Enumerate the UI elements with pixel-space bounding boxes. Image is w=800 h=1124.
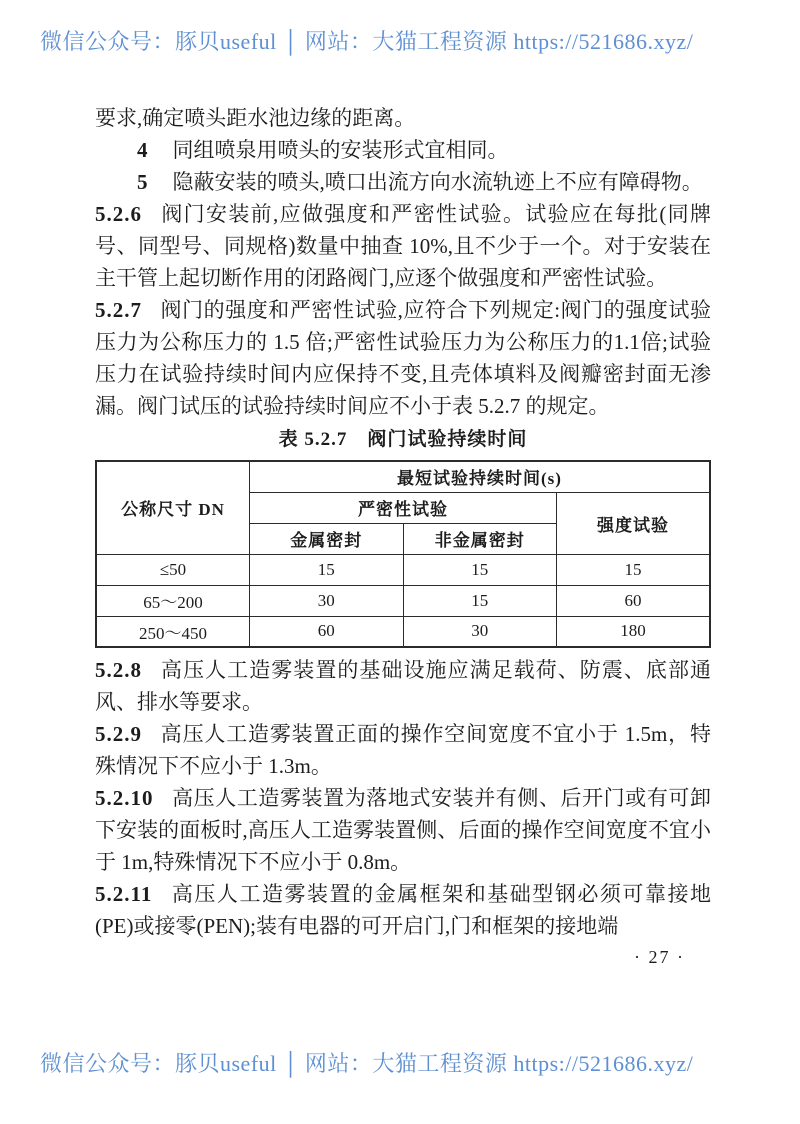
table-caption: 表 5.2.7 阀门试验持续时间 [278,429,528,450]
cell-strength: 15 [557,554,711,585]
clause-number: 5.2.9 [95,722,142,746]
header-cell-duration: 最短试验持续时间(s) [250,461,711,492]
clause-text: 要求,确定喷头距水池边缘的距离。 [95,106,416,130]
cell-strength: 60 [557,585,711,616]
footer-watermark: 微信公众号：豚贝useful │ 网站：大猫工程资源 https://521686.xyz/ [40,1051,694,1076]
item-number: 5 [137,170,149,194]
page-number: · 27 · [634,947,685,967]
list-item-4 [95,134,711,166]
header-cell-dn: 公称尺寸 DN [96,461,250,554]
cell-nonmetal: 15 [403,585,557,616]
cell-strength: 180 [557,616,711,647]
clause-number: 5.2.10 [95,786,154,810]
cell-dn: ≤50 [96,554,250,585]
cell-metal: 60 [250,616,404,647]
header-cell-tightness: 严密性试验 [250,492,557,523]
clause-5-2-6 [95,198,711,294]
table-row [96,554,710,585]
item-number: 4 [137,138,149,162]
table-row [96,616,710,647]
header-cell-nonmetal: 非金属密封 [403,523,557,554]
clause-number: 5.2.7 [95,298,142,322]
cell-dn: 65～200 [96,585,250,616]
header-cell-strength: 强度试验 [557,492,711,554]
clause-number: 5.2.6 [95,202,142,226]
clause-number: 5.2.11 [95,882,153,906]
clause-5-2-11 [95,878,711,942]
clause-number: 5.2.8 [95,658,142,682]
clause-5-2-8 [95,654,711,718]
cell-nonmetal: 30 [403,616,557,647]
table-row [96,585,710,616]
clause-5-2-7 [95,294,711,422]
valve-test-duration-table [95,460,711,648]
header-cell-metal: 金属密封 [250,523,404,554]
clause-text: 阀门的强度和严密性试验,应符合下列规定:阀门的强度试验压力为公称压力的 1.5 倍;严密性试验压力为公称压力的1.1倍;试验压力在试验持续时间内应保持不变,且壳体填料及阀瓣密封面无渗漏。阀门试压的试验持续时间应不小于表 5.2.7 的规定。 [95,298,711,418]
header-watermark: 微信公众号：豚贝useful │ 网站：大猫工程资源 https://521686.xyz/ [40,29,694,54]
clause-text: 高压人工造雾装置的基础设施应满足载荷、防震、底部通风、排水等要求。 [95,658,711,714]
clause-text: 阀门安装前,应做强度和严密性试验。试验应在每批(同牌号、同型号、同规格)数量中抽查 10%,且不少于一个。对于安装在主干管上起切断作用的闭路阀门,应逐个做强度和严密性试验。 [95,202,711,290]
clause-text: 高压人工造雾装置的金属框架和基础型钢必须可靠接地(PE)或接零(PEN);装有电器的可开启门,门和框架的接地端 [95,882,711,938]
cell-metal: 15 [250,554,404,585]
document-body [95,102,711,970]
item-text: 隐蔽安装的喷头,喷口出流方向水流轨迹上不应有障碍物。 [172,170,703,194]
clause-5-2-9 [95,718,711,782]
paragraph-continuation [95,102,711,134]
clause-5-2-10 [95,782,711,878]
clause-text: 高压人工造雾装置为落地式安装并有侧、后开门或有可卸下安装的面板时,高压人工造雾装置侧、后面的操作空间宽度不宜小于 1m,特殊情况下不应小于 0.8m。 [95,786,711,874]
item-text: 同组喷泉用喷头的安装形式宜相同。 [172,138,509,162]
table-header-row-1 [96,461,710,492]
cell-dn: 250～450 [96,616,250,647]
cell-nonmetal: 15 [403,554,557,585]
cell-metal: 30 [250,585,404,616]
clause-text: 高压人工造雾装置正面的操作空间宽度不宜小于 1.5m，特殊情况下不应小于 1.3m。 [95,722,711,778]
list-item-5 [95,166,711,198]
